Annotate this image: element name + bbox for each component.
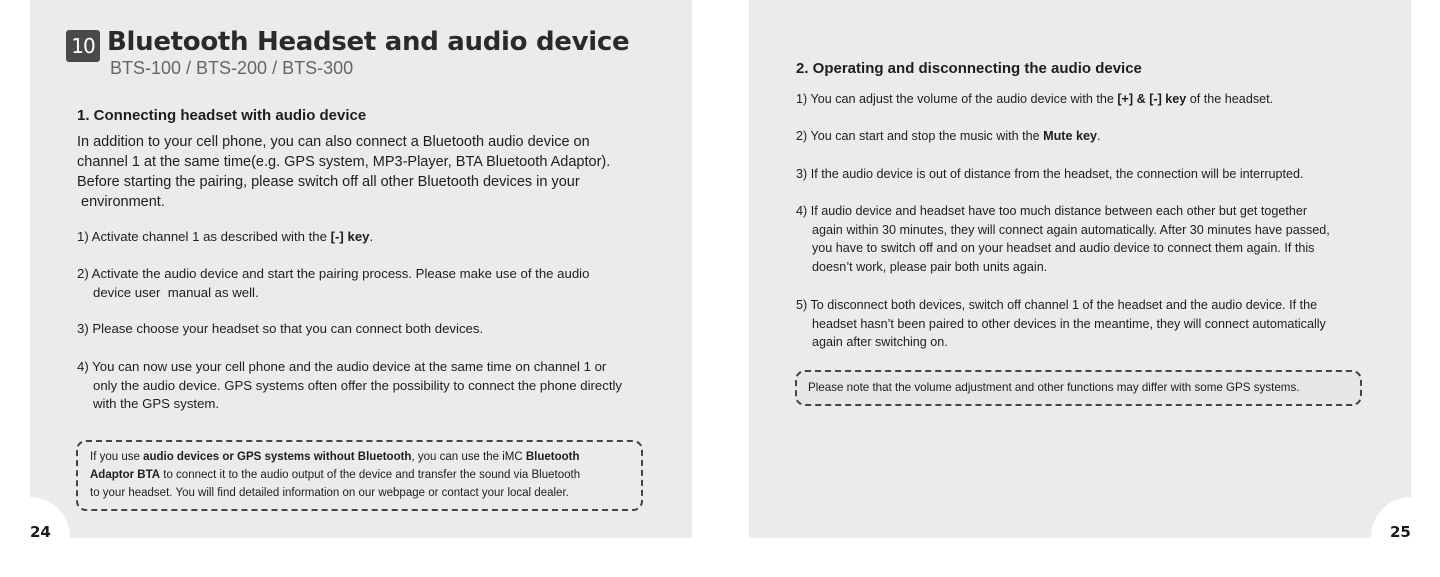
step-line: headset hasn’t been paired to other devices in the meantime, they will connect automatically (812, 316, 1326, 331)
right-step-5 (796, 296, 1326, 352)
section-heading-operating: 2. Operating and disconnecting the audio device (796, 60, 1142, 77)
step-text: 1) Activate channel 1 as described with the (77, 229, 331, 244)
key-label: Mute key (1043, 129, 1098, 143)
chapter-number-badge: 10 (66, 30, 100, 62)
page-number-left: 24 (30, 523, 51, 541)
step-line: you have to switch off and on your headset and audio device to connect them again. If this (812, 241, 1315, 256)
step-line: again after switching on. (812, 335, 948, 350)
note-bold: Bluetooth (525, 451, 580, 463)
step-line: doesn’t work, please pair both units again. (812, 259, 1048, 274)
step-line: 5) To disconnect both devices, switch off channel 1 of the headset and the audio device. If the (796, 298, 1318, 312)
step-line: 3) If the audio device is out of distance from the headset, the connection will be interrupted. (796, 167, 1304, 181)
step-text: 1) You can adjust the volume of the audio device with the (796, 92, 1118, 106)
note-text: If you use (90, 451, 144, 463)
step-text-end: . (1097, 129, 1101, 143)
intro-line: environment. (77, 194, 165, 210)
page-number-right: 25 (1390, 523, 1411, 541)
intro-line: In addition to your cell phone, you can also connect a Bluetooth audio device on (77, 134, 590, 150)
gps-note-text: Please note that the volume adjustment and other functions may differ with some GPS systems. (808, 381, 1300, 394)
intro-line: Before starting the pairing, please switch off all other Bluetooth devices in your (77, 174, 580, 190)
step-line: with the GPS system. (93, 396, 220, 412)
step-line: 4) If audio device and headset have too much distance between each other but get together (796, 204, 1308, 218)
left-step-4 (77, 358, 622, 414)
intro-paragraph (77, 132, 610, 212)
right-step-1 (796, 90, 1273, 109)
key-label: [+] & [-] key (1117, 92, 1187, 106)
step-text-end: . (369, 229, 374, 244)
note-text: , you can use the iMC (411, 451, 526, 463)
step-text-end: of the headset. (1186, 92, 1274, 106)
step-line: again within 30 minutes, they will connect again automatically. After 30 minutes have passed, (812, 222, 1330, 237)
step-line: 4) You can now use your cell phone and the audio device at the same time on channel 1 or (77, 359, 607, 374)
step-line: device user manual as well. (93, 284, 259, 300)
bta-note-text (90, 448, 580, 502)
note-text: to your headset. You will find detailed information on our webpage or contact your local dealer. (90, 487, 569, 499)
note-bold: Adaptor BTA (90, 469, 161, 481)
left-step-1 (77, 228, 373, 247)
note-bold: audio devices or GPS systems without Bluetooth (143, 451, 412, 463)
step-text: 2) You can start and stop the music with the (796, 129, 1044, 143)
chapter-title: Bluetooth Headset and audio device (107, 27, 630, 57)
section-heading-connecting: 1. Connecting headset with audio device (77, 107, 367, 124)
note-text: to connect it to the audio output of the device and transfer the sound via Bluetooth (160, 469, 581, 481)
chapter-models: BTS-100 / BTS-200 / BTS-300 (110, 58, 354, 78)
right-step-4 (796, 202, 1330, 276)
right-step-2 (796, 127, 1101, 146)
step-line: 3) Please choose your headset so that you can connect both devices. (77, 321, 484, 336)
key-label: [-] key (330, 229, 370, 244)
right-step-3 (796, 165, 1304, 184)
left-step-3 (77, 320, 483, 339)
left-step-2 (77, 265, 589, 302)
intro-line: channel 1 at the same time(e.g. GPS system, MP3-Player, BTA Bluetooth Adaptor). (77, 154, 611, 170)
step-line: only the audio device. GPS systems often offer the possibility to connect the phone directly (93, 377, 623, 393)
step-line: 2) Activate the audio device and start the pairing process. Please make use of the audio (77, 266, 590, 281)
